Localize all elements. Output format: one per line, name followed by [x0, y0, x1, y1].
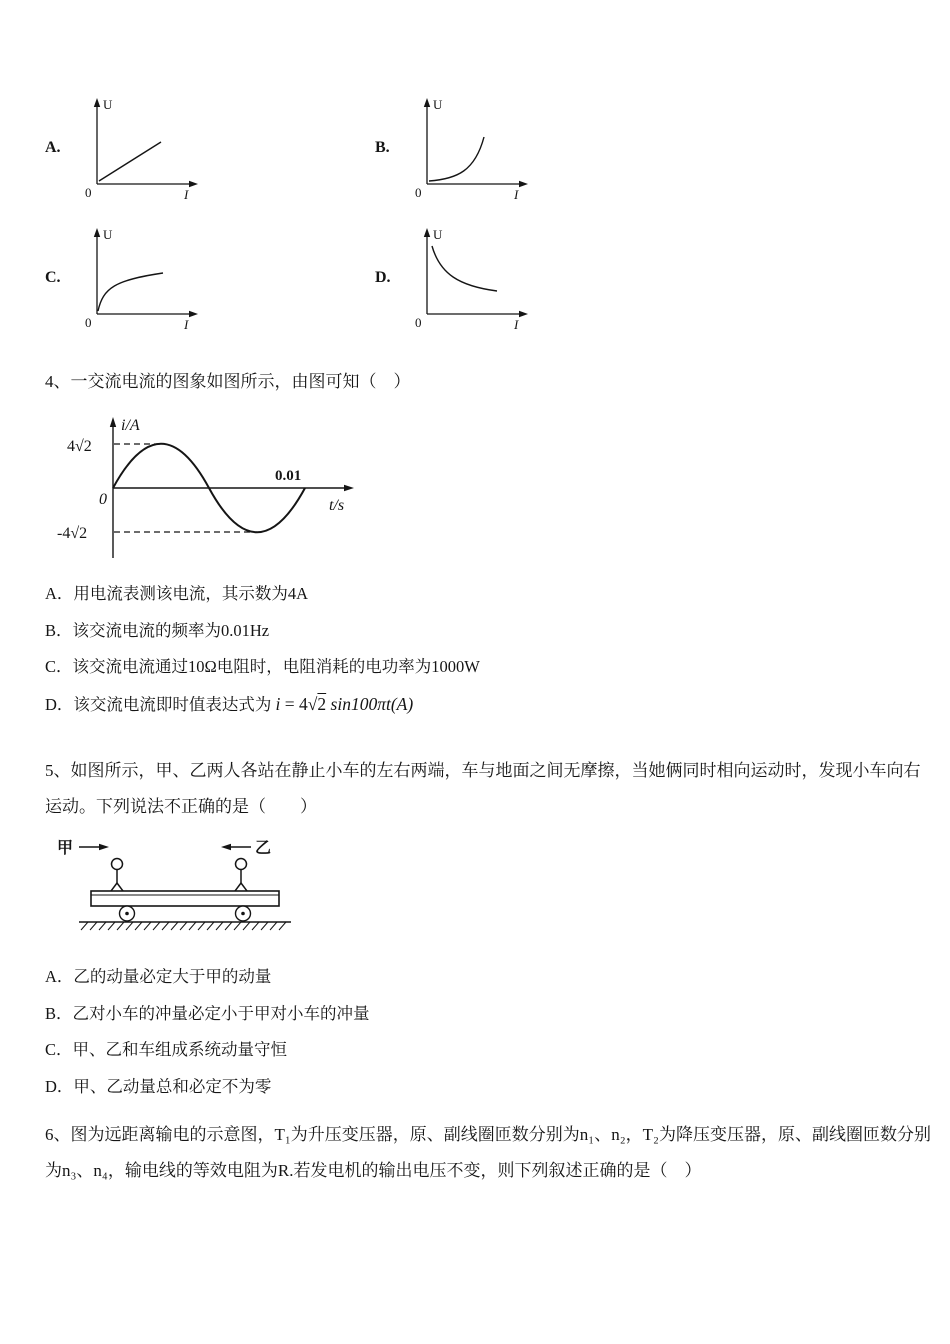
graph-option-d: [375, 222, 705, 334]
graph-option-label-b: B.: [375, 139, 390, 156]
y-axis-label: U: [433, 97, 443, 112]
curve-linear: [99, 142, 161, 181]
q4-option-d: [45, 686, 905, 724]
q5-stem-line1: 5、如图所示，甲、乙两人各站在静止小车的左右两端，车与地面之间无摩擦，当她俩同时相向运动时，发现小车向右: [45, 761, 921, 780]
question-4: [45, 364, 905, 723]
person-left: [111, 859, 123, 892]
graph-option-label-a: A.: [45, 139, 61, 156]
q4-option-c: C．该交流电流通过10Ω电阻时，电阻消耗的电功率为1000W: [45, 657, 480, 676]
origin-label: 0: [99, 491, 107, 508]
origin-label: 0: [415, 315, 422, 330]
q5-stem: [45, 753, 921, 825]
q5-stem-line2: 运动。下列说法不正确的是（ ）: [45, 797, 317, 816]
person-right-label: 乙: [255, 840, 272, 857]
question-5: [45, 753, 921, 1105]
person-right: [235, 859, 247, 892]
q5-option-c: C．甲、乙和车组成系统动量守恒: [45, 1040, 288, 1059]
origin-label: 0: [85, 315, 92, 330]
q4-option-d-formula: i = 4√2 sin100πt(A): [275, 693, 414, 714]
ui-graph-d: [405, 222, 555, 334]
q4-options: [45, 576, 905, 723]
q4-stem: 4、一交流电流的图象如图所示，由图可知（ ）: [45, 372, 411, 391]
x-axis-arrow-icon: [189, 311, 198, 317]
y-axis-label: U: [103, 227, 113, 242]
question-6: [45, 1117, 931, 1189]
origin-label: 0: [415, 185, 422, 200]
ui-option-graphs: [45, 92, 905, 334]
x-axis-label: I: [184, 317, 189, 332]
graph-row-1: [45, 92, 905, 204]
ac-current-graph: [51, 410, 371, 568]
graph-option-label-c: C.: [45, 269, 61, 286]
curve-exponential: [429, 137, 484, 181]
graph-row-2: [45, 222, 905, 334]
q6-stem-line2: 为n₃、n₄，输电线的等效电阻为R.若发电机的输出电压不变，则下列叙述正确的是（ ）: [45, 1161, 702, 1180]
q4-option-b: B．该交流电流的频率为0.01Hz: [45, 620, 270, 640]
origin-label: 0: [85, 185, 92, 200]
x-axis-label: I: [184, 187, 189, 202]
q4-option-a: A．用电流表测该电流，其示数为4A: [45, 584, 309, 603]
person-left-label: 甲: [57, 840, 74, 857]
curve-saturating: [98, 273, 163, 311]
q5-options: [45, 959, 905, 1105]
graph-option-label-d: D.: [375, 269, 391, 286]
ui-graph-a: [75, 92, 225, 204]
cart-body: [91, 891, 279, 906]
x-axis-label: I: [514, 317, 519, 332]
ground-hatching: [81, 922, 286, 930]
x-axis-arrow-icon: [344, 485, 354, 491]
x-axis-label: I: [514, 187, 519, 202]
x-axis-arrow-icon: [519, 311, 528, 317]
peak-value-label: 4√2: [67, 438, 92, 455]
q4-option-d-text: D．该交流电流即时值表达式为: [45, 694, 272, 714]
y-axis-label: i/A: [121, 417, 140, 434]
y-axis-arrow-icon: [94, 228, 100, 237]
cart-figure: [45, 833, 305, 951]
q5-option-b: B．乙对小车的冲量必定小于甲对小车的冲量: [45, 1003, 370, 1023]
x-axis-arrow-icon: [189, 181, 198, 187]
left-velocity-arrowhead-icon: [99, 844, 109, 850]
q5-option-d: D．甲、乙动量总和必定不为零: [45, 1076, 272, 1096]
graph-option-c: [45, 222, 375, 334]
trough-value-label: -4√2: [57, 525, 88, 542]
x-axis-arrow-icon: [519, 181, 528, 187]
ui-graph-c: [75, 222, 225, 334]
x-axis-label: t/s: [329, 497, 345, 514]
wheel-right-hub: [241, 912, 245, 916]
q6-stem-line1: 6、图为远距离输电的示意图，T₁为升压变压器，原、副线圈匝数分别为n₁、n₂，T₂为降压变压器，原、副线圈匝数分别: [45, 1125, 931, 1144]
wheel-left-hub: [125, 912, 129, 916]
y-axis-arrow-icon: [424, 98, 430, 107]
y-axis-label: U: [103, 97, 113, 112]
q4-figure: [51, 410, 905, 568]
y-axis-arrow-icon: [110, 417, 116, 427]
ui-graph-b: [405, 92, 555, 204]
y-axis-label: U: [433, 227, 443, 242]
graph-option-b: [375, 92, 705, 204]
y-axis-arrow-icon: [94, 98, 100, 107]
q5-figure: [45, 833, 905, 951]
period-time-label: 0.01: [275, 468, 302, 484]
curve-decaying: [432, 246, 497, 291]
graph-option-a: [45, 92, 375, 204]
y-axis-arrow-icon: [424, 228, 430, 237]
q5-option-a: A．乙的动量必定大于甲的动量: [45, 967, 272, 986]
q6-stem: [45, 1117, 931, 1189]
